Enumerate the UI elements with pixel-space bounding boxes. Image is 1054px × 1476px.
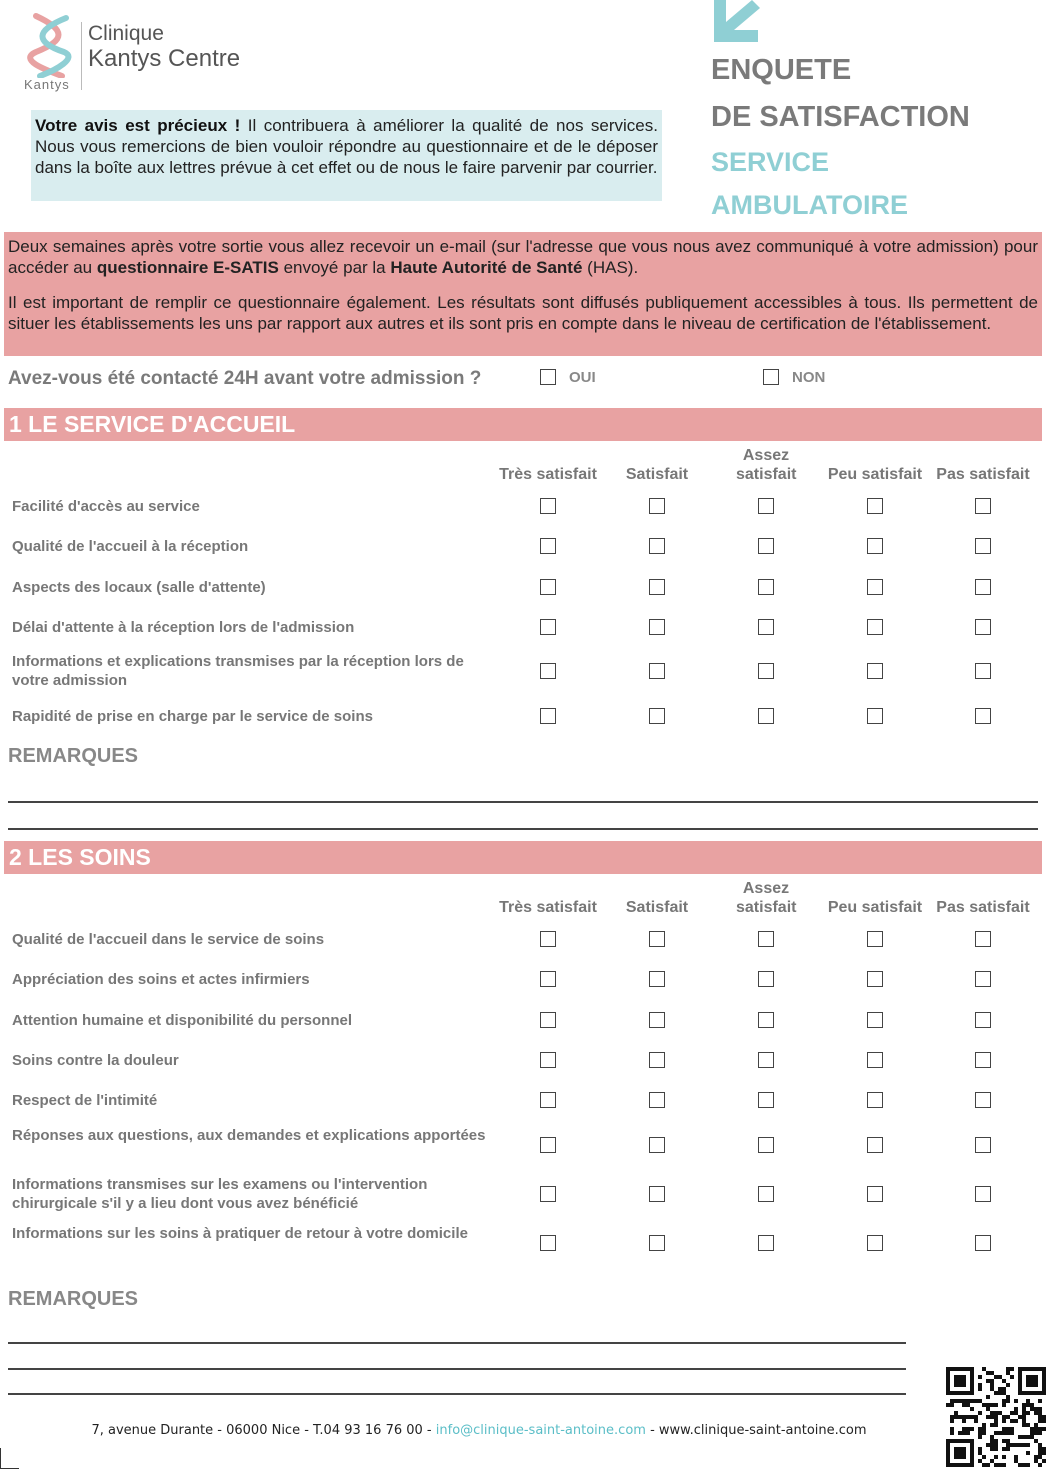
qr-code-icon xyxy=(946,1367,1046,1467)
rating-checkbox[interactable] xyxy=(540,663,556,679)
rating-checkbox[interactable] xyxy=(975,1137,991,1153)
rating-checkbox[interactable] xyxy=(540,538,556,554)
rating-checkbox[interactable] xyxy=(758,498,774,514)
rating-checkbox[interactable] xyxy=(975,971,991,987)
column-header: Pas satisfait xyxy=(936,466,1030,483)
column-header: Peu satisfait xyxy=(827,899,923,916)
column-header: Peu satisfait xyxy=(827,466,923,483)
rating-checkbox[interactable] xyxy=(867,498,883,514)
rating-checkbox[interactable] xyxy=(758,579,774,595)
contact-yes-label: OUI xyxy=(569,369,596,386)
rating-checkbox[interactable] xyxy=(540,971,556,987)
rating-checkbox[interactable] xyxy=(975,708,991,724)
logo-line2: Kantys Centre xyxy=(88,45,241,72)
rating-checkbox[interactable] xyxy=(758,931,774,947)
rating-checkbox[interactable] xyxy=(540,1052,556,1068)
question-label: Attention humaine et disponibilité du personnel xyxy=(12,1012,353,1029)
intro-text: Il contribuera à améliorer la qualité de nos services. Nous vous remercions de bien vouloir répondre au questionnaire et de le déposer dans la boîte aux lettres prévue à cet effet ou de nous le faire parvenir par courrier. xyxy=(35,116,658,177)
question-label: Respect de l'intimité xyxy=(12,1092,158,1109)
rating-checkbox[interactable] xyxy=(867,1012,883,1028)
rating-checkbox[interactable] xyxy=(758,971,774,987)
question-label: Informations transmises sur les examens ou l'intervention chirurgicale s'il y a lieu dont vous avez bénéficié xyxy=(12,1176,428,1212)
footer-contact: 7, avenue Durante - 06000 Nice - T.04 93 16 76 00 - info@clinique-saint-antoine.com - www.clinique-saint-antoine.com xyxy=(91,1423,867,1438)
section2-remarks-label: REMARQUES xyxy=(8,1288,139,1310)
intro-box xyxy=(31,110,662,201)
notice-paragraph-1: Deux semaines après votre sortie vous allez recevoir un e-mail (sur l'adresse que vous nous avez communiqué à votre admission) pour accéder au questionnaire E-SATIS envoyé par la Haute Autorité de Santé (HAS). xyxy=(8,237,1038,277)
logo-line1: Clinique xyxy=(88,22,164,45)
section1-remarks-line[interactable] xyxy=(8,828,1038,830)
question-label: Rapidité de prise en charge par le service de soins xyxy=(12,708,373,725)
rating-checkbox[interactable] xyxy=(649,1092,665,1108)
rating-checkbox[interactable] xyxy=(540,619,556,635)
rating-checkbox[interactable] xyxy=(758,1235,774,1251)
rating-checkbox[interactable] xyxy=(867,1092,883,1108)
question-label: Délai d'attente à la réception lors de l'admission xyxy=(12,619,355,636)
contact-no-label: NON xyxy=(792,369,826,386)
rating-checkbox[interactable] xyxy=(649,538,665,554)
footer-website[interactable]: www.clinique-saint-antoine.com xyxy=(658,1423,867,1438)
column-header: Assez satisfait xyxy=(736,447,797,483)
rating-checkbox[interactable] xyxy=(649,663,665,679)
rating-checkbox[interactable] xyxy=(540,1137,556,1153)
rating-checkbox[interactable] xyxy=(540,708,556,724)
question-label: Qualité de l'accueil à la réception xyxy=(12,538,249,555)
rating-checkbox[interactable] xyxy=(867,1235,883,1251)
rating-checkbox[interactable] xyxy=(867,538,883,554)
intro-bold: Votre avis est précieux ! xyxy=(35,116,241,135)
rating-checkbox[interactable] xyxy=(758,1092,774,1108)
rating-checkbox[interactable] xyxy=(867,619,883,635)
rating-checkbox[interactable] xyxy=(540,1186,556,1202)
title-line3: SERVICE xyxy=(711,147,830,177)
rating-checkbox[interactable] xyxy=(649,1137,665,1153)
rating-checkbox[interactable] xyxy=(649,971,665,987)
arrow-icon xyxy=(712,0,760,44)
rating-checkbox[interactable] xyxy=(975,579,991,595)
column-header: Pas satisfait xyxy=(936,899,1030,916)
section2-remarks-line[interactable] xyxy=(8,1368,906,1370)
notice-paragraph-2: Il est important de remplir ce questionnaire également. Les résultats sont diffusés publiquement accessibles à tous. Ils permettent de situer les établissements les uns par rapport aux autres et ils sont pris en compte dans le niveau de certification de l'établissement. xyxy=(8,293,1038,333)
title-block xyxy=(711,47,1041,227)
footer-address: 7, avenue Durante - 06000 Nice - T.04 93 16 76 00 - xyxy=(91,1423,436,1438)
rating-checkbox[interactable] xyxy=(975,931,991,947)
rating-checkbox[interactable] xyxy=(758,1012,774,1028)
section1-title: 1 LE SERVICE D'ACCUEIL xyxy=(4,408,1042,441)
rating-checkbox[interactable] xyxy=(758,619,774,635)
question-label: Informations et explications transmises par la réception lors de votre admission xyxy=(12,653,464,689)
question-label: Informations sur les soins à pratiquer de retour à votre domicile xyxy=(12,1225,468,1242)
question-label: Facilité d'accès au service xyxy=(12,498,200,515)
rating-checkbox[interactable] xyxy=(758,1186,774,1202)
column-header: Très satisfait xyxy=(499,466,597,483)
rating-checkbox[interactable] xyxy=(867,1137,883,1153)
rating-checkbox[interactable] xyxy=(975,1235,991,1251)
logo-small-text: Kantys xyxy=(24,77,70,92)
rating-checkbox[interactable] xyxy=(649,708,665,724)
rating-checkbox[interactable] xyxy=(867,663,883,679)
rating-checkbox[interactable] xyxy=(975,1092,991,1108)
rating-checkbox[interactable] xyxy=(758,708,774,724)
question-label: Soins contre la douleur xyxy=(12,1052,179,1069)
rating-checkbox[interactable] xyxy=(540,498,556,514)
rating-checkbox[interactable] xyxy=(975,663,991,679)
rating-checkbox[interactable] xyxy=(975,1186,991,1202)
column-header: Satisfait xyxy=(625,899,689,916)
question-label: Appréciation des soins et actes infirmiers xyxy=(12,971,310,988)
rating-checkbox[interactable] xyxy=(540,1092,556,1108)
rating-checkbox[interactable] xyxy=(867,931,883,947)
column-header: Très satisfait xyxy=(499,899,597,916)
rating-checkbox[interactable] xyxy=(649,1012,665,1028)
section2-title: 2 LES SOINS xyxy=(4,841,1042,874)
rating-checkbox[interactable] xyxy=(975,1012,991,1028)
rating-checkbox[interactable] xyxy=(867,579,883,595)
section2-remarks-line[interactable] xyxy=(8,1342,906,1344)
rating-checkbox[interactable] xyxy=(540,1012,556,1028)
rating-checkbox[interactable] xyxy=(867,708,883,724)
rating-checkbox[interactable] xyxy=(540,931,556,947)
title-line2: DE SATISFACTION xyxy=(711,101,970,133)
rating-checkbox[interactable] xyxy=(540,579,556,595)
rating-checkbox[interactable] xyxy=(758,1137,774,1153)
footer-email-link[interactable]: info@clinique-saint-antoine.com xyxy=(435,1423,646,1438)
column-header: Assez satisfait xyxy=(736,880,797,916)
section1-remarks-line[interactable] xyxy=(8,801,1038,803)
logo-divider xyxy=(81,22,82,90)
corner-mark xyxy=(0,1448,19,1469)
clinic-logo xyxy=(26,12,76,78)
rating-checkbox[interactable] xyxy=(975,538,991,554)
rating-checkbox[interactable] xyxy=(649,1052,665,1068)
section2-remarks-line[interactable] xyxy=(8,1393,906,1395)
contact-no-checkbox[interactable] xyxy=(763,369,779,385)
rating-checkbox[interactable] xyxy=(649,579,665,595)
section1-remarks-label: REMARQUES xyxy=(8,745,139,767)
question-label: Aspects des locaux (salle d'attente) xyxy=(12,579,266,596)
title-line4: AMBULATOIRE xyxy=(711,190,908,220)
rating-checkbox[interactable] xyxy=(758,538,774,554)
rating-checkbox[interactable] xyxy=(758,663,774,679)
rating-checkbox[interactable] xyxy=(649,619,665,635)
rating-checkbox[interactable] xyxy=(540,1235,556,1251)
rating-checkbox[interactable] xyxy=(975,498,991,514)
column-header: Satisfait xyxy=(625,466,689,483)
contact-yes-checkbox[interactable] xyxy=(540,369,556,385)
title-line1: ENQUETE xyxy=(711,54,852,86)
question-label: Qualité de l'accueil dans le service de soins xyxy=(12,931,325,948)
rating-checkbox[interactable] xyxy=(867,971,883,987)
rating-checkbox[interactable] xyxy=(649,931,665,947)
rating-checkbox[interactable] xyxy=(867,1052,883,1068)
rating-checkbox[interactable] xyxy=(975,619,991,635)
rating-checkbox[interactable] xyxy=(975,1052,991,1068)
rating-checkbox[interactable] xyxy=(649,498,665,514)
esatis-notice xyxy=(4,232,1042,356)
question-label: Réponses aux questions, aux demandes et explications apportées xyxy=(12,1127,486,1144)
rating-checkbox[interactable] xyxy=(758,1052,774,1068)
contact-question: Avez-vous été contacté 24H avant votre admission ? xyxy=(8,368,482,389)
dna-logo-icon xyxy=(26,12,76,78)
rating-checkbox[interactable] xyxy=(867,1186,883,1202)
rating-checkbox[interactable] xyxy=(649,1186,665,1202)
rating-checkbox[interactable] xyxy=(649,1235,665,1251)
